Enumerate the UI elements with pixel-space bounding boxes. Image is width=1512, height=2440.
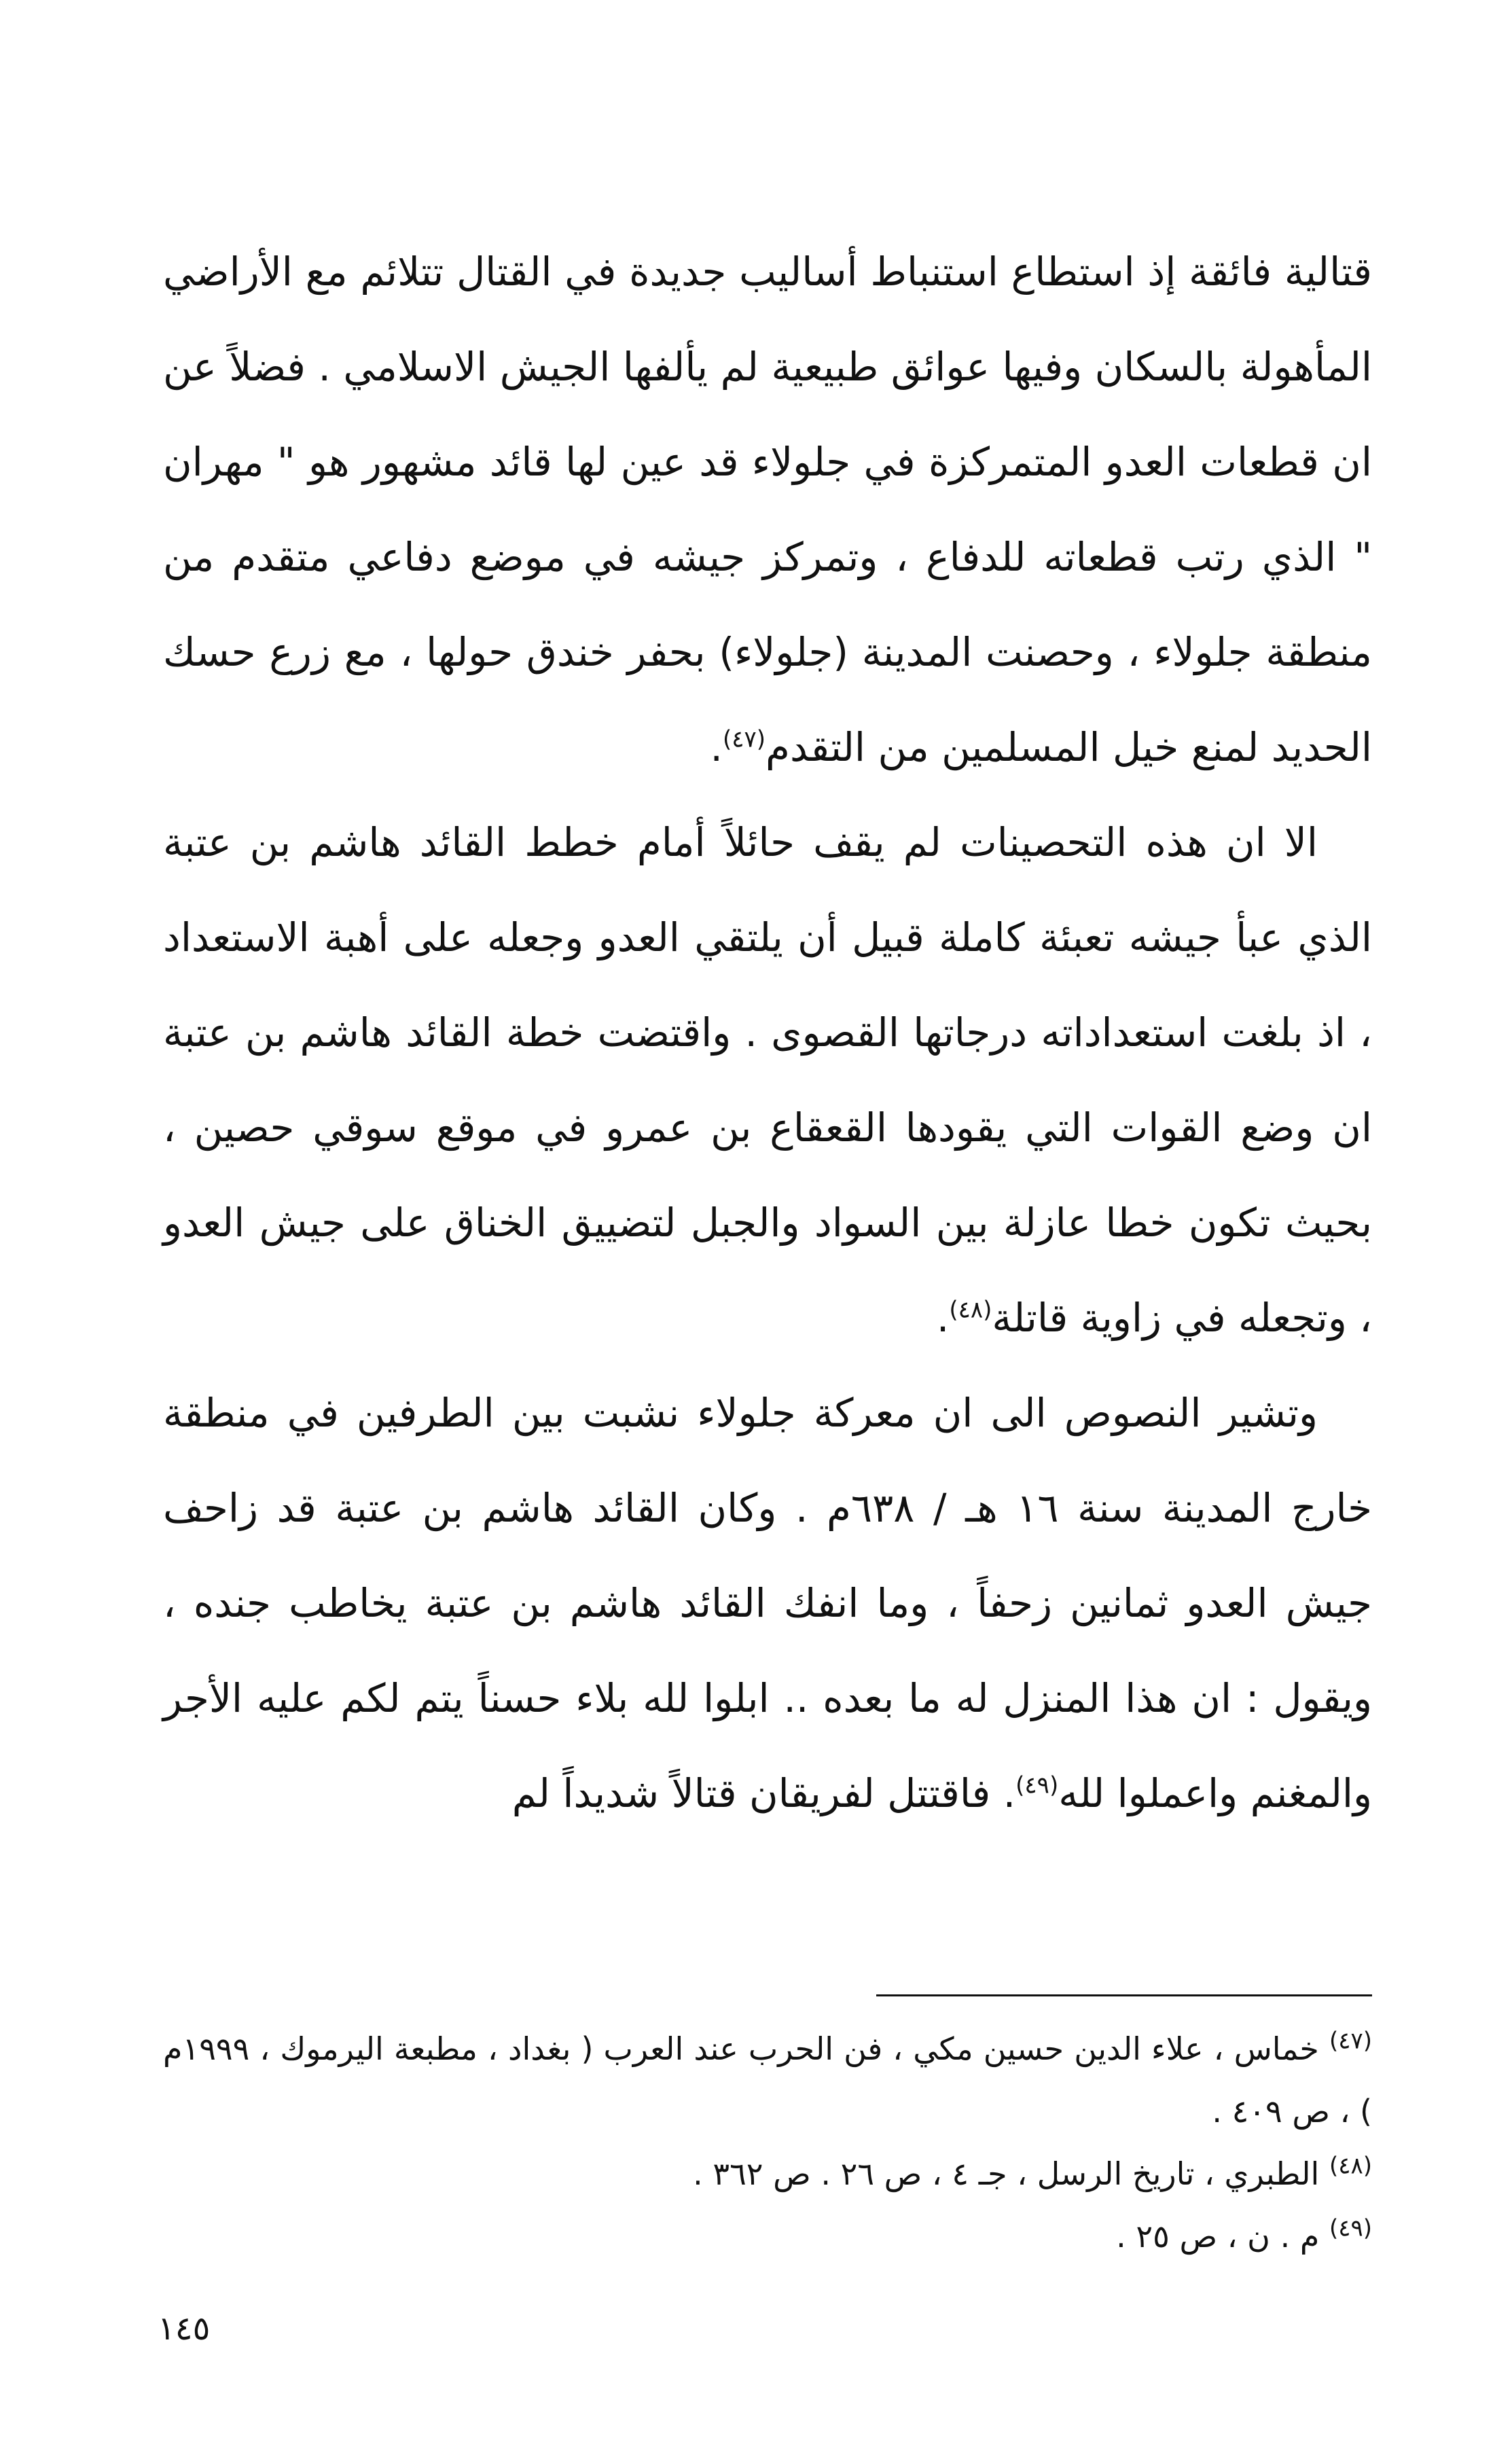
footnote-divider: [876, 1994, 1372, 1996]
paragraph-3: وتشير النصوص الى ان معركة جلولاء نشبت بين الطرفين في منطقة خارج المدينة سنة ١٦ هـ / ٦٣٨م . وكان القائد هاشم بن عتبة قد زاحف جيش العدو ثمانين زحفاً ، وما انفك القائد هاشم بن عتبة يخاطب جنده ، ويقول : ان هذا المنزل له ما بعده .. ابلوا لله بلاء حسناً يتم لكم عليه الأجر والمغنم واعملوا لله$^{(٤٩)}$. فاقتتل لفريقان قتالاً شديداً لم: [163, 1390, 1372, 1816]
footnote-49: $^{(٤٩)}$ م . ن ، ص ٢٥ .: [1116, 2214, 1372, 2255]
page-number: ١٤٥: [158, 2310, 211, 2348]
paragraph-1: قتالية فائقة إذ استطاع استنباط أساليب جديدة في القتال تتلائم مع الأراضي المأهولة بالسكان وفيها عوائق طبيعية لم يألفها الجيش الاسلامي . فضلاً عن ان قطعات العدو المتمركزة في جلولاء قد عين لها قائد مشهور هو " مهران " الذي رتب قطعاته للدفاع ، وتمركز جيشه في موضع دفاعي متقدم من منطقة جلولاء ، وحصنت المدينة (جلولاء) بحفر خندق حولها ، مع زرع حسك الحديد لمنع خيل المسلمين من التقدم$^{(٤٧)}$.: [163, 249, 1372, 770]
footnote-47: $^{(٤٧)}$ خماس ، علاء الدين حسين مكي ، فن الحرب عند العرب ( بغداد ، مطبعة اليرموك ، ١٩٩٩م ) ، ص ٤٠٩ .: [163, 2027, 1373, 2130]
footnote-ref-48[interactable]: (٤٨): [949, 1296, 992, 1324]
footnote-48: $^{(٤٨)}$ الطبري ، تاريخ الرسل ، جـ ٤ ، ص ٢٦ . ص ٣٦٢ .: [693, 2152, 1372, 2192]
book-page: [163, 224, 1372, 2398]
paragraph-2: الا ان هذه التحصينات لم يقف حائلاً أمام خطط القائد هاشم بن عتبة الذي عبأ جيشه تعبئة كاملة قبيل أن يلتقي العدو وجعله على أهبة الاستعداد ، اذ بلغت استعداداته درجاتها القصوى . واقتضت خطة القائد هاشم بن عتبة ان وضع القوات التي يقودها القعقاع بن عمرو في موقع سوقي حصين ، بحيث تكون خطا عازلة بين السواد والجبل لتضييق الخناق على جيش العدو ، وتجعله في زاوية قاتلة$^{(٤٨)}$.: [163, 819, 1372, 1341]
footnotes: [163, 2017, 1372, 2267]
footnote-ref-49[interactable]: (٤٩): [1015, 1772, 1059, 1799]
main-text: [163, 224, 1372, 1841]
footnote-ref-47[interactable]: (٤٧): [722, 725, 766, 753]
